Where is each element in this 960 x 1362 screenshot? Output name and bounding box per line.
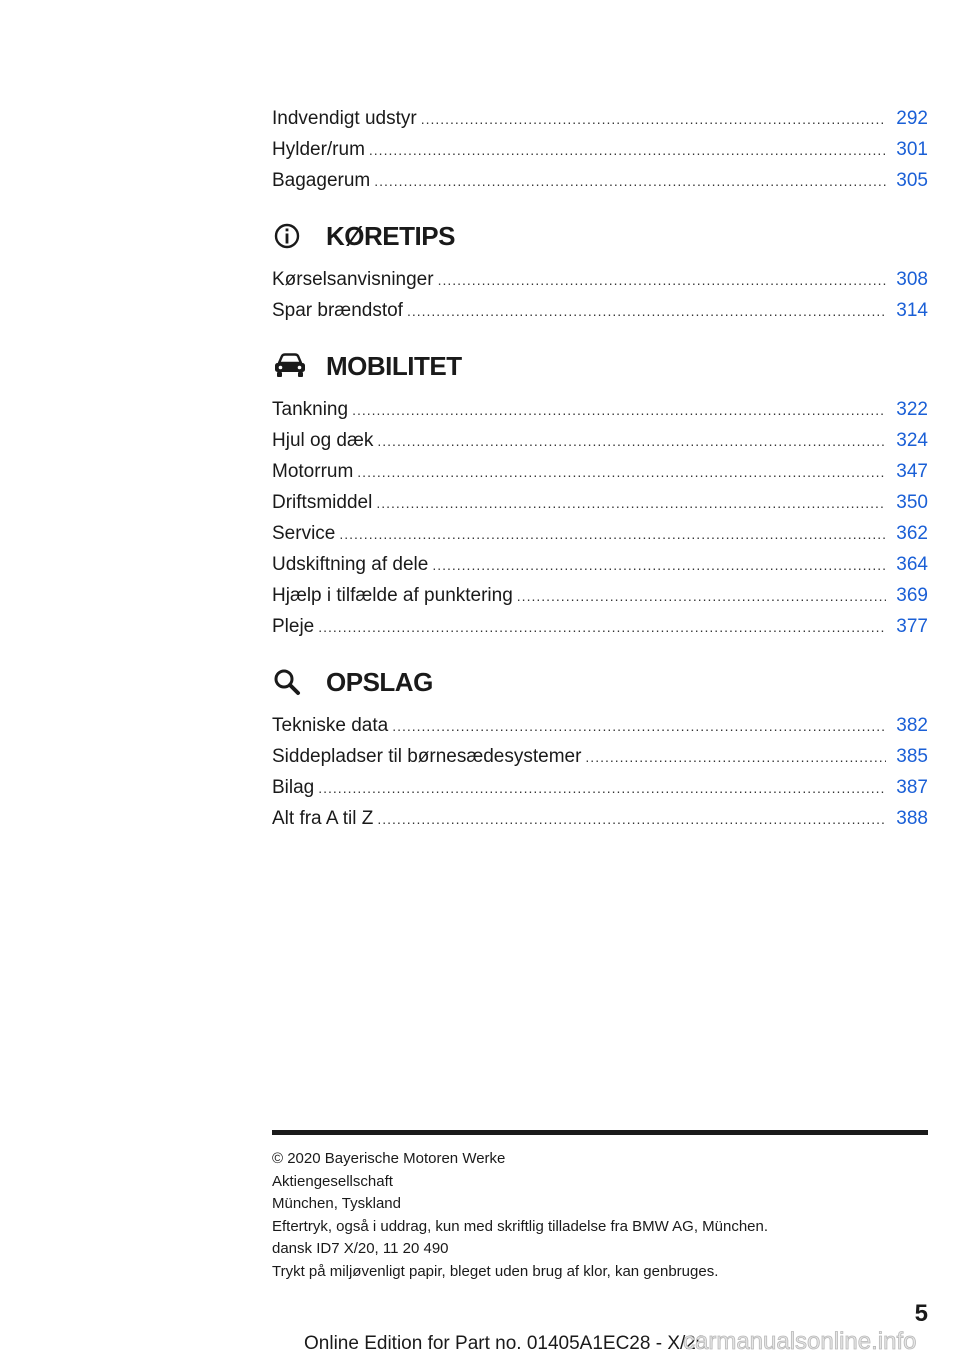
toc-entry-hjaelp-punktering[interactable] [272, 580, 928, 611]
toc-entry-title: Indvendigt udstyr [272, 108, 417, 129]
toc-entry-title: Kørselsanvisninger [272, 269, 434, 290]
dot-leader [374, 166, 886, 197]
toc-entry-pleje[interactable] [272, 611, 928, 642]
toc-page-link[interactable]: 314 [896, 300, 928, 321]
toc-entry-alt-fra-a-til-z[interactable] [272, 803, 928, 834]
watermark: carmanualsonline.info [683, 1328, 917, 1355]
toc-entry-hylder-rum[interactable] [272, 134, 928, 165]
toc-entry-bilag[interactable] [272, 772, 928, 803]
toc-page-link[interactable]: 350 [896, 492, 928, 513]
toc-entry-bagagerum[interactable] [272, 165, 928, 196]
toc-entry-title: Udskiftning af dele [272, 554, 429, 575]
toc-page-link[interactable]: 387 [896, 777, 928, 798]
section-heading-koeretips [272, 214, 928, 258]
dot-leader [421, 104, 886, 135]
toc-entry-title: Siddepladser til børnesædesystemer [272, 746, 582, 767]
toc-page-link[interactable]: 362 [896, 523, 928, 544]
toc-page-link[interactable]: 292 [896, 108, 928, 129]
dot-leader [438, 265, 886, 296]
dot-leader [352, 395, 886, 426]
toc-page-link[interactable]: 369 [896, 585, 928, 606]
toc-entry-siddepladser[interactable] [272, 741, 928, 772]
toc-entry-title: Alt fra A til Z [272, 808, 374, 829]
toc-entry-motorrum[interactable] [272, 456, 928, 487]
toc-entry-title: Service [272, 523, 336, 544]
toc-page-link[interactable]: 388 [896, 808, 928, 829]
toc-page-link[interactable]: 377 [896, 616, 928, 637]
section-heading-mobilitet [272, 344, 928, 388]
imprint-line: © 2020 Bayerische Motoren Werke [272, 1150, 506, 1167]
dot-leader [392, 711, 886, 742]
dot-leader [318, 773, 886, 804]
imprint-line: Eftertryk, også i uddrag, kun med skriftlig tilladelse fra BMW AG, München. [272, 1217, 769, 1235]
footer-divider [272, 1130, 928, 1135]
toc-page-link[interactable]: 322 [896, 399, 928, 420]
toc-entry-driftsmiddel[interactable] [272, 487, 928, 518]
toc-entry-tankning[interactable] [272, 394, 928, 425]
toc-entry-service[interactable] [272, 518, 928, 549]
dot-leader [517, 581, 886, 612]
search-icon [272, 667, 312, 697]
toc-entry-title: Hylder/rum [272, 139, 365, 160]
dot-leader [376, 488, 886, 519]
page-number: 5 [914, 1300, 928, 1327]
dot-leader [339, 519, 886, 550]
toc-entry-title: Hjul og dæk [272, 430, 374, 451]
toc-page-link[interactable]: 382 [896, 715, 928, 736]
dot-leader [432, 550, 886, 581]
toc-page-link[interactable]: 301 [896, 139, 928, 160]
dot-leader [407, 296, 886, 327]
toc-entry-title: Hjælp i tilfælde af punktering [272, 585, 513, 606]
info-circle-icon [272, 221, 312, 251]
toc-entry-title: Bagagerum [272, 170, 371, 191]
dot-leader [585, 742, 886, 773]
toc-entry-udskiftning-af-dele[interactable] [272, 549, 928, 580]
toc-entry-hjul-og-daek[interactable] [272, 425, 928, 456]
dot-leader [377, 426, 886, 457]
toc-entry-indvendigt-udstyr[interactable] [272, 103, 928, 134]
toc-entry-title: Tankning [272, 399, 349, 420]
toc-entry-title: Tekniske data [272, 715, 389, 736]
toc-page-link[interactable]: 385 [896, 746, 928, 767]
imprint [272, 1148, 928, 1283]
toc-entry-title: Driftsmiddel [272, 492, 373, 513]
imprint-line: München, Tyskland [272, 1195, 401, 1212]
dot-leader [369, 135, 886, 166]
toc-page-link[interactable]: 308 [896, 269, 928, 290]
dot-leader [318, 612, 886, 643]
section-heading-text: OPSLAG [326, 666, 433, 697]
section-heading-text: KØRETIPS [326, 220, 455, 251]
online-edition-note: Online Edition for Part no. 01405A1EC28 - X/20 [304, 1333, 707, 1354]
dot-leader [357, 457, 886, 488]
toc-entry-spar-braendstof[interactable] [272, 295, 928, 326]
toc-entry-title: Spar brændstof [272, 300, 403, 321]
toc-page-link[interactable]: 364 [896, 554, 928, 575]
toc-page-link[interactable]: 324 [896, 430, 928, 451]
imprint-line: dansk ID7 X/20, 11 20 490 [272, 1240, 449, 1257]
table-of-contents [272, 103, 928, 834]
imprint-line: Aktiengesellschaft [272, 1172, 393, 1190]
section-heading-opslag [272, 660, 928, 704]
toc-entry-title: Bilag [272, 777, 315, 798]
toc-entry-title: Motorrum [272, 461, 354, 482]
toc-entry-koerselsanvisninger[interactable] [272, 264, 928, 295]
toc-entry-tekniske-data[interactable] [272, 710, 928, 741]
dot-leader [377, 804, 886, 835]
imprint-line: Trykt på miljøvenligt papir, bleget uden brug af klor, kan genbruges. [272, 1262, 719, 1280]
car-icon [272, 351, 312, 381]
toc-page-link[interactable]: 347 [896, 461, 928, 482]
toc-page-link[interactable]: 305 [896, 170, 928, 191]
section-heading-text: MOBILITET [326, 350, 462, 381]
toc-entry-title: Pleje [272, 616, 315, 637]
